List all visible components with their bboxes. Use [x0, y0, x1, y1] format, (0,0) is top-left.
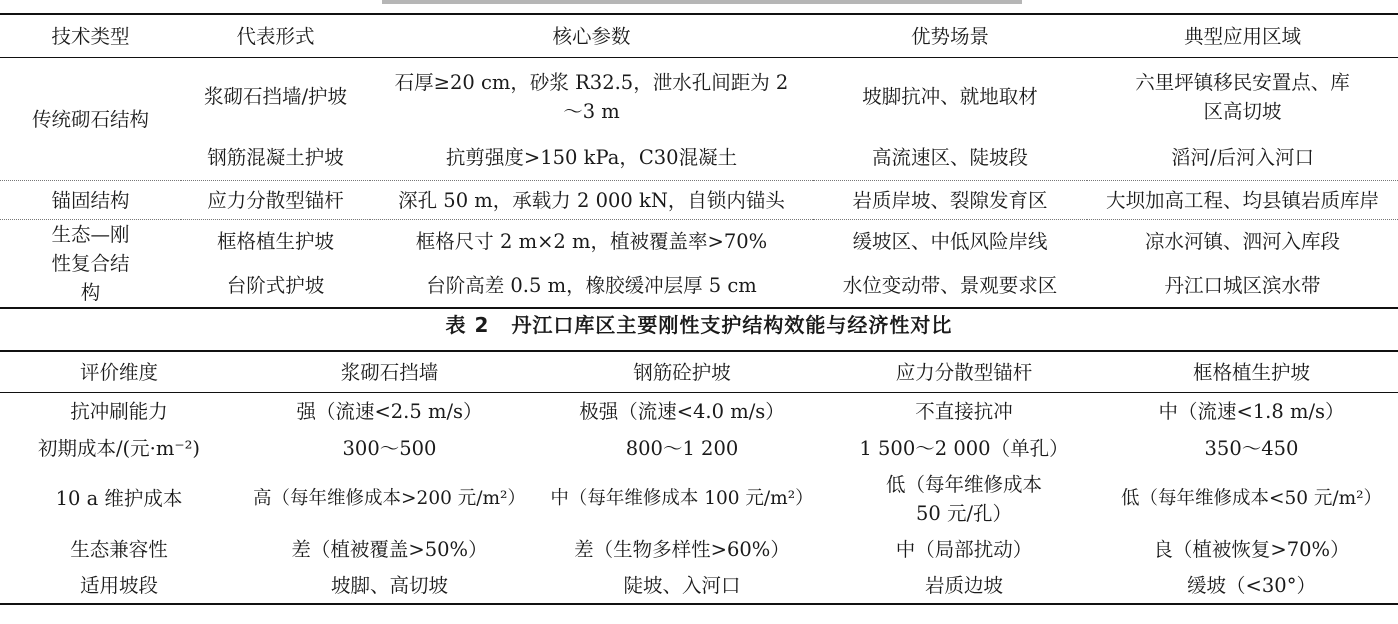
table-cell: 生态兼容性	[70, 537, 168, 561]
table-row	[0, 136, 1398, 181]
table-cell: 凉水河镇、泗河入库段	[1087, 220, 1398, 264]
table-row	[0, 58, 1398, 136]
table-2-header-row	[0, 351, 1398, 393]
table-cell: 滔河/后河入河口	[1170, 146, 1315, 170]
table-cell: 800～1 200	[625, 436, 739, 460]
table-cell: 岩质岸坡、裂隙发育区	[813, 181, 1087, 220]
table-cell: 缓坡区、中低风险岸线	[813, 220, 1087, 264]
table-cell: 钢筋混凝土护坡	[207, 146, 344, 170]
table-row	[0, 430, 1398, 467]
table-1-header-row	[0, 14, 1398, 58]
table-cell: 抗冲刷能力	[70, 399, 168, 423]
table-cell: 良（植被恢复>70%）	[1153, 537, 1350, 561]
table-cell: 适用坡段	[79, 573, 158, 597]
table-1-header-cell: 代表形式	[181, 14, 370, 58]
table-cell: 台阶式护坡	[226, 273, 325, 297]
table-cell: 丹江口城区滨水带	[1164, 273, 1321, 297]
table-cell: 六里坪镇移民安置点、库区高切坡	[1135, 70, 1350, 123]
table-cell: 框格尺寸 2 m×2 m，植被覆盖率>70%	[370, 220, 813, 264]
table-cell: 中（每年维修成本 100 元/m²）	[550, 488, 814, 509]
table-cell: 低（每年维修成本<50 元/m²）	[1120, 488, 1383, 509]
table-row	[0, 220, 1398, 264]
table-cell: 大坝加高工程、均县镇岩质库岸	[1087, 181, 1398, 220]
table-cell: 高流速区、陡坡段	[871, 146, 1028, 170]
table-cell: 差（植被覆盖>50%）	[291, 537, 488, 561]
table-cell: 台阶高差 0.5 m，橡胶缓冲层厚 5 cm	[426, 273, 757, 297]
table-2	[0, 350, 1398, 605]
table-cell: 高（每年维修成本>200 元/m²）	[253, 488, 526, 509]
table-2-header-cell: 浆砌石挡墙	[238, 351, 541, 393]
table-cell: 陡坡、入河口	[623, 573, 741, 597]
table-cell: 300～500	[342, 436, 437, 460]
table-cell: 10 a 维护成本	[55, 487, 183, 510]
table-cell: 1 500～2 000（单孔）	[859, 436, 1069, 460]
table-cell: 不直接抗冲	[915, 399, 1013, 423]
table-1-header-cell: 核心参数	[370, 14, 813, 58]
table-cell: 锚固结构	[0, 181, 181, 220]
table-cell: 抗剪强度>150 kPa，C30混凝土	[445, 146, 738, 170]
table-cell: 应力分散型锚杆	[181, 181, 370, 220]
cut-off-caption-fragment	[0, 0, 1398, 6]
table-cell: 中（局部扰动）	[895, 537, 1033, 561]
table-cell: 框格植生护坡	[181, 220, 370, 264]
table-2-header-cell: 框格植生护坡	[1105, 351, 1398, 393]
table-cell: 缓坡（<30°）	[1187, 573, 1316, 597]
table-row	[0, 264, 1398, 308]
table-row	[0, 568, 1398, 604]
table-cell: 初期成本/(元·m⁻²)	[37, 436, 201, 460]
table-cell: 生态—刚性复合结构	[0, 220, 181, 309]
table-2-caption-title: 丹江口库区主要刚性支护结构效能与经济性对比	[511, 313, 953, 337]
table-row	[0, 467, 1398, 531]
table-1	[0, 13, 1398, 309]
table-2-caption-number: 表 2	[445, 313, 490, 337]
table-cell: 低（每年维修成本 50 元/孔）	[885, 472, 1042, 525]
table-cell: 岩质边坡	[924, 573, 1003, 597]
table-row	[0, 393, 1398, 430]
table-1-header-cell: 典型应用区域	[1087, 14, 1398, 58]
table-2-header-cell: 评价维度	[0, 351, 238, 393]
table-cell: 极强（流速<4.0 m/s）	[579, 399, 785, 423]
table-cell: 350～450	[1204, 436, 1299, 460]
table-2-header-cell: 钢筋砼护坡	[541, 351, 823, 393]
table-row	[0, 181, 1398, 220]
table-cell: 中（流速<1.8 m/s）	[1158, 399, 1345, 423]
table-cell: 传统砌石结构	[31, 107, 149, 131]
table-2-caption	[0, 310, 1398, 340]
table-cell: 坡脚、高切坡	[330, 573, 448, 597]
table-row	[0, 531, 1398, 568]
table-cell: 差（生物多样性>60%）	[574, 537, 790, 561]
table-cell: 强（流速<2.5 m/s）	[296, 399, 483, 423]
table-2-header-cell: 应力分散型锚杆	[823, 351, 1105, 393]
table-cell: 水位变动带、景观要求区	[842, 273, 1058, 297]
table-cell: 浆砌石挡墙/护坡	[203, 85, 348, 109]
table-cell: 坡脚抗冲、就地取材	[862, 85, 1038, 109]
table-1-header-cell: 优势场景	[813, 14, 1087, 58]
table-cell: 深孔 50 m，承载力 2 000 kN，自锁内锚头	[370, 181, 813, 220]
table-1-header-cell: 技术类型	[0, 14, 181, 58]
table-cell: 石厚≥20 cm，砂浆 R32.5，泄水孔间距为 2～3 m	[394, 70, 789, 123]
